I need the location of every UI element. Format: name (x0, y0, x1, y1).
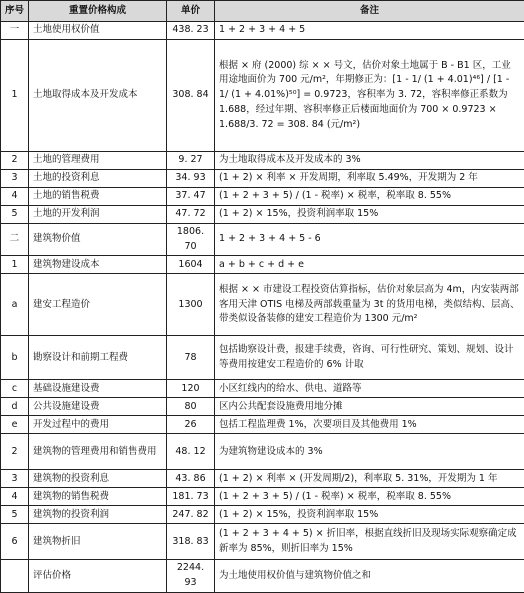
header-note: 备注 (215, 1, 524, 22)
row-number: 5 (1, 206, 29, 224)
row-item: 土地取得成本及开发成本 (29, 40, 167, 152)
table-row (1, 224, 524, 256)
row-number: 1 (1, 40, 29, 152)
row-note: 为建筑物建设成本的 3% (215, 434, 524, 470)
row-item: 土地的开发利润 (29, 206, 167, 224)
row-item: 土地的投资利息 (29, 170, 167, 188)
row-price: 247. 82 (167, 506, 215, 524)
row-price: 47. 72 (167, 206, 215, 224)
row-item: 建筑物折旧 (29, 524, 167, 560)
row-item: 土地的销售税费 (29, 188, 167, 206)
table-row (1, 524, 524, 560)
table-row (1, 206, 524, 224)
table-row (1, 398, 524, 416)
row-item: 勘察设计和前期工程费 (29, 336, 167, 380)
row-item: 建筑物的投资利息 (29, 470, 167, 488)
row-price: 78 (167, 336, 215, 380)
row-price: 43. 86 (167, 470, 215, 488)
row-price: 9. 27 (167, 152, 215, 170)
header-item: 重置价格构成 (29, 1, 167, 22)
table-row (1, 22, 524, 40)
row-number: 一 (1, 22, 29, 40)
row-item: 建筑物的销售税费 (29, 488, 167, 506)
row-number: a (1, 274, 29, 336)
row-number: e (1, 416, 29, 434)
row-note: (1 + 2) × 利率 × 开发周期，利率取 5.49%，开发期为 2 年 (215, 170, 524, 188)
row-item: 土地的管理费用 (29, 152, 167, 170)
row-note: 为土地取得成本及开发成本的 3% (215, 152, 524, 170)
row-item: 建筑物的投资利润 (29, 506, 167, 524)
row-note: 根据 × × 市建设工程投资估算指标，估价对象层高为 4m，内安装两部客用天津 OTIS 电梯及两部载重量为 3t 的货用电梯，类似结构、层高、带类似设备装修的建安工程造价为 1300 元/m² (215, 274, 524, 336)
table-row (1, 336, 524, 380)
table-row (1, 470, 524, 488)
table-row (1, 188, 524, 206)
row-note: 1 + 2 + 3 + 4 + 5 (215, 22, 524, 40)
table-row (1, 506, 524, 524)
row-item: 建筑物的管理费用和销售费用 (29, 434, 167, 470)
row-note: 小区红线内的给水、供电、道路等 (215, 380, 524, 398)
row-item: 开发过程中的费用 (29, 416, 167, 434)
row-note: 包括勘察设计费，报建手续费，咨询、可行性研究、策划、规划、设计等费用按建安工程造价的 6% 计取 (215, 336, 524, 380)
row-number: 6 (1, 524, 29, 560)
row-note: a + b + c + d + e (215, 256, 524, 274)
row-note: 区内公共配套设施费用地分摊 (215, 398, 524, 416)
header-price: 单价 (167, 1, 215, 22)
row-note: (1 + 2 + 3 + 5) / (1 - 税率) × 税率，税率取 8. 55% (215, 488, 524, 506)
row-note: 1 + 2 + 3 + 4 + 5 - 6 (215, 224, 524, 256)
row-price: 1604 (167, 256, 215, 274)
table-row (1, 256, 524, 274)
row-number: 二 (1, 224, 29, 256)
row-price: 26 (167, 416, 215, 434)
row-item: 评估价格 (29, 560, 167, 592)
table-header-row (1, 1, 524, 22)
row-price: 48. 12 (167, 434, 215, 470)
table-row (1, 170, 524, 188)
row-item: 建筑物价值 (29, 224, 167, 256)
row-note: (1 + 2) × 利率 × (开发周期/2)，利率取 5. 31%，开发期为 1 年 (215, 470, 524, 488)
row-item: 建筑物建设成本 (29, 256, 167, 274)
row-price: 80 (167, 398, 215, 416)
row-number: 5 (1, 506, 29, 524)
row-item: 基础设施建设费 (29, 380, 167, 398)
row-number: c (1, 380, 29, 398)
table-row (1, 416, 524, 434)
row-number: 2 (1, 152, 29, 170)
row-number: 1 (1, 256, 29, 274)
row-note: 包括工程监理费 1%，次要项目及其他费用 1% (215, 416, 524, 434)
row-number: d (1, 398, 29, 416)
table-body (1, 22, 524, 593)
table-row (1, 434, 524, 470)
table-row (1, 40, 524, 152)
table-row (1, 488, 524, 506)
row-note: 根据 × 府 (2000) 综 × × 号文，估价对象土地属于 B - B1 区，工业用途地面价为 700 元/m²，年期修正为：[1 - 1/ (1 + 4.01)⁴⁶] / [1 - 1/ (1 + 4.01%)⁵⁰] = 0.9723，容积率为 3. 72，容积率修正系数为 1.688，经过年期、容积率修正后楼面地面价为 700 × 0.9723 × 1.688/3. 72 = 308. 84 (元/m²) (215, 40, 524, 152)
row-number (1, 560, 29, 592)
table-row (1, 274, 524, 336)
row-number: 3 (1, 470, 29, 488)
row-price: 1300 (167, 274, 215, 336)
table-row (1, 152, 524, 170)
header-no: 序号 (1, 1, 29, 22)
row-price: 1806. 70 (167, 224, 215, 256)
row-note: (1 + 2) × 15%，投资利润率取 15% (215, 506, 524, 524)
row-number: 3 (1, 170, 29, 188)
row-number: b (1, 336, 29, 380)
row-price: 120 (167, 380, 215, 398)
row-number: 4 (1, 488, 29, 506)
row-number: 4 (1, 188, 29, 206)
row-note: 为土地使用权价值与建筑物价值之和 (215, 560, 524, 592)
row-item: 公共设施建设费 (29, 398, 167, 416)
row-price: 438. 23 (167, 22, 215, 40)
row-item: 土地使用权价值 (29, 22, 167, 40)
row-note: (1 + 2 + 3 + 4 + 5) × 折旧率，根据直线折旧及现场实际观察确定成新率为 85%，则折旧率为 15% (215, 524, 524, 560)
row-item: 建安工程造价 (29, 274, 167, 336)
row-price: 34. 93 (167, 170, 215, 188)
row-price: 37. 47 (167, 188, 215, 206)
row-number: 2 (1, 434, 29, 470)
row-price: 308. 84 (167, 40, 215, 152)
table-row (1, 380, 524, 398)
row-price: 2244. 93 (167, 560, 215, 592)
row-note: (1 + 2) × 15%，投资利润率取 15% (215, 206, 524, 224)
row-price: 318. 83 (167, 524, 215, 560)
table-row (1, 560, 524, 592)
row-note: (1 + 2 + 3 + 5) / (1 - 税率) × 税率，税率取 8. 55% (215, 188, 524, 206)
row-price: 181. 73 (167, 488, 215, 506)
